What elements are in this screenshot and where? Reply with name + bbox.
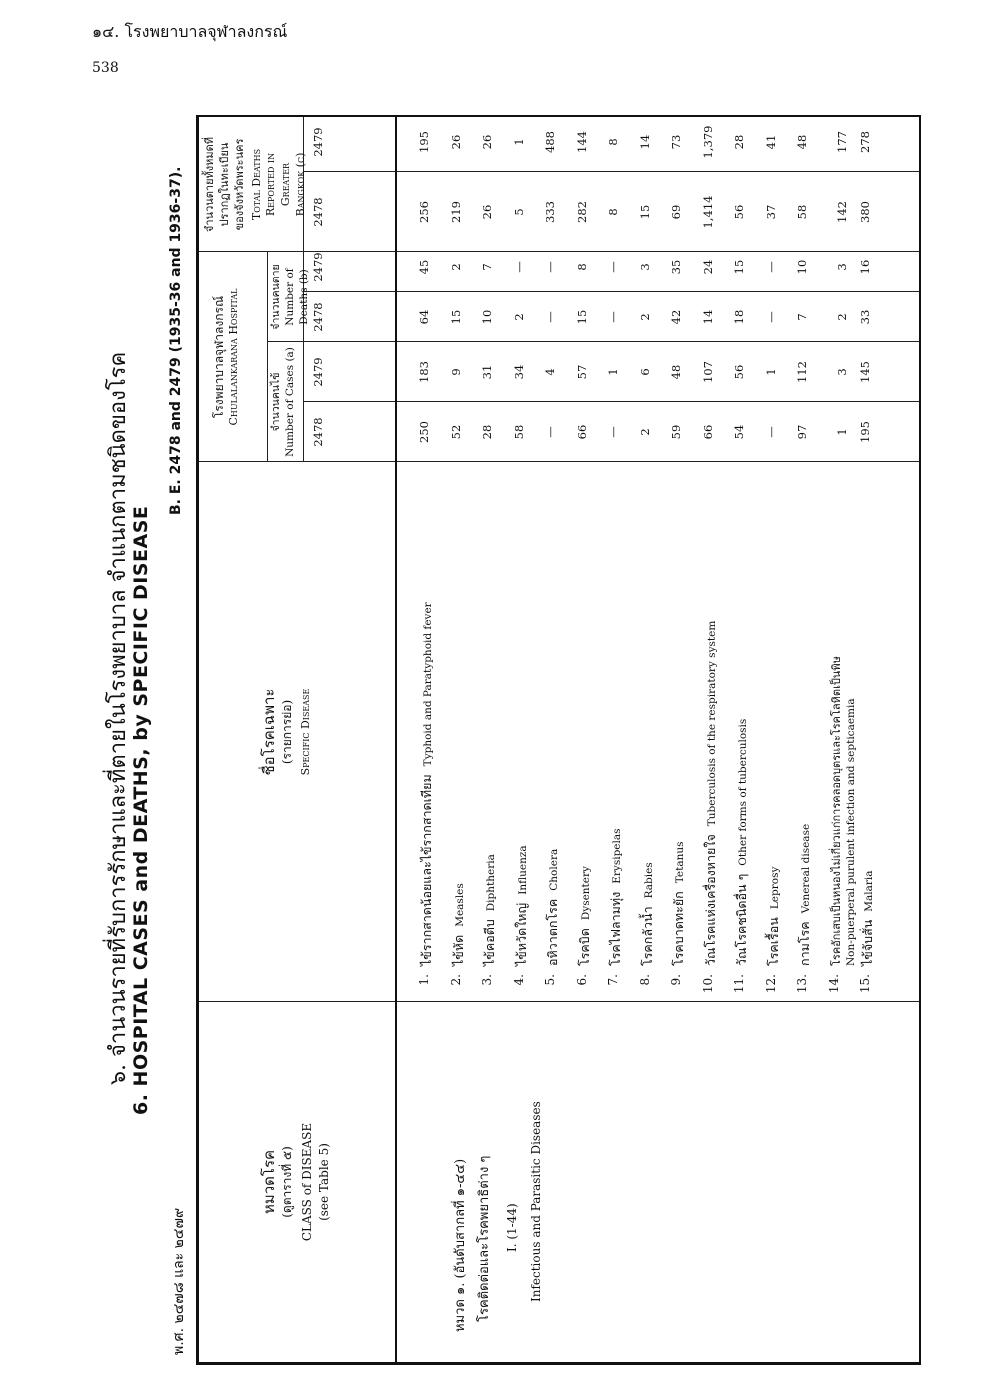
header-hospital: โรงพยาบาลจุฬาลงกรณ์ Chulalankarana Hospital <box>212 288 241 426</box>
table-cell: 1 <box>511 138 526 146</box>
disease-name-thai: วัณโรคชนิดอื่น ๆ <box>734 873 749 966</box>
table-cell: 54 <box>732 424 746 440</box>
disease-name-thai: โรคบิด <box>576 928 592 966</box>
row-number: 5. <box>543 974 557 986</box>
disease-name <box>701 621 721 966</box>
table-cell: 6 <box>637 368 652 376</box>
disease-name <box>606 828 626 966</box>
disease-name-thai: โรคกลัวน้ำ <box>639 906 655 966</box>
table-cell: 3 <box>637 263 652 271</box>
table-cell: 1 <box>606 368 620 376</box>
table-cell: 488 <box>543 131 557 153</box>
table-cell: — <box>763 311 778 323</box>
row-number: 8. <box>637 974 652 986</box>
row-number: 9. <box>669 974 683 986</box>
table-cell: 144 <box>574 131 589 153</box>
table-cell: 5 <box>511 208 526 216</box>
disease-name-english: Tetanus <box>674 841 686 884</box>
disease-name-english: Tuberculosis of the respiratory system <box>705 620 718 827</box>
table-cell: 1,414 <box>700 195 715 229</box>
table-cell: 195 <box>858 421 872 443</box>
row-number: 10. <box>700 974 715 994</box>
table-cell: — <box>763 261 778 273</box>
table-cell: 333 <box>543 201 557 223</box>
row-number: 6. <box>574 974 589 986</box>
disease-name-english: Typhoid and Paratyphoid fever <box>422 602 434 767</box>
table-cell: 24 <box>700 259 715 275</box>
table-cell: — <box>763 426 778 438</box>
table-cell: 15 <box>574 309 589 325</box>
row-number: 13. <box>795 974 809 994</box>
table-cell: 16 <box>858 259 872 275</box>
disease-name-english: Leprosy <box>768 866 781 910</box>
disease-name <box>795 824 815 966</box>
table-cell: 26 <box>480 134 494 150</box>
table-cell: 7 <box>480 263 494 271</box>
table-cell: — <box>606 426 620 438</box>
disease-table <box>196 115 921 1365</box>
header-cases: จำนวนคนไข้ Number of Cases (a) <box>270 347 297 457</box>
year-label-thai: พ.ศ. ๒๔๗๘ และ ๒๔๗๙ <box>171 1207 187 1355</box>
disease-name-english: Erysipelas <box>611 828 623 884</box>
disease-name-thai: กามโรค <box>797 921 812 966</box>
table-cell: 8 <box>606 208 620 216</box>
table-cell: 58 <box>511 424 526 440</box>
table-cell: 66 <box>574 424 589 440</box>
table-cell: 10 <box>480 309 494 325</box>
row-number: 15. <box>858 974 872 994</box>
table-cell: 4 <box>543 368 557 376</box>
disease-name-thai: ไข้รากสาดน้อยและไข้รากสาดเทียม <box>419 774 434 966</box>
row-number: 14. <box>826 974 841 994</box>
table-cell: 219 <box>448 201 463 223</box>
year-header: 2479 <box>311 357 325 387</box>
disease-name <box>417 602 437 966</box>
table-title-thai: ๖. จำนวนรายที่รับการรักษาและที่ตายในโรงพยาบาล จำแนกตามชนิดของโรค <box>106 351 131 1085</box>
table-cell: 2 <box>834 313 849 321</box>
disease-name-thai: โรคบาดทะยัก <box>671 891 686 966</box>
disease-name <box>512 845 532 966</box>
table-cell: 66 <box>700 424 715 440</box>
table-cell: — <box>606 261 620 273</box>
table-cell: 195 <box>417 131 431 153</box>
table-cell: 37 <box>763 204 778 220</box>
disease-name-thai: โรคเรื้อน <box>765 917 781 966</box>
table-cell: 15 <box>448 309 463 325</box>
year-label-english: B. E. 2478 and 2479 (1935-36 and 1936-37). <box>168 166 184 515</box>
table-cell: 31 <box>480 364 494 380</box>
header-class: หมวดโรค (ดูตารางที่ ๕) CLASS of DISEASE (see Table 5) <box>260 1122 331 1242</box>
table-cell: 3 <box>834 263 849 271</box>
page-header-thai: ๑๔. โรงพยาบาลจุฬาลงกรณ์ <box>92 22 288 41</box>
disease-name-thai: ไข้หวัดใหญ่ <box>513 902 529 966</box>
disease-name-english: Cholera <box>548 848 560 891</box>
table-cell: 15 <box>732 259 746 275</box>
table-cell: 73 <box>669 134 683 150</box>
table-cell: 1 <box>834 428 849 436</box>
table-cell: 145 <box>858 361 872 383</box>
disease-name-thai: โรคไฟลามทุ่ง <box>608 891 623 966</box>
row-number: 11. <box>732 974 746 994</box>
disease-name <box>669 841 689 966</box>
table-cell: 56 <box>732 364 746 380</box>
table-cell: 48 <box>669 364 683 380</box>
class-thai-line2: โรคติดต่อและโรคพยาธิต่าง ๆ <box>477 1155 492 1322</box>
header-deaths: จำนวนคนตาย Number of Deaths (b) <box>270 264 311 330</box>
disease-name-thai: วัณโรคแห่งเครื่องหายใจ <box>702 834 718 966</box>
disease-name-english: Rabies <box>642 862 655 899</box>
table-cell: 250 <box>417 421 431 443</box>
disease-name-english: Venereal disease <box>800 823 812 914</box>
table-cell: 34 <box>511 364 526 380</box>
row-number: 12. <box>763 974 778 994</box>
disease-name <box>543 849 563 966</box>
row-number: 4. <box>511 974 526 986</box>
disease-name-english: Malaria <box>863 870 875 912</box>
year-header: 2478 <box>311 417 325 447</box>
table-cell: 26 <box>448 134 463 150</box>
disease-name-thai: โรคอักเสบเป็นหนองไม่เกี่ยวแก่การคลอดบุตรและโรคโลหิตเป็นพิษ <box>829 656 843 966</box>
disease-name-english: Dysentery <box>579 866 592 921</box>
disease-name-english: Influenza <box>516 845 529 895</box>
table-cell: 183 <box>417 361 431 383</box>
disease-name <box>858 870 878 966</box>
table-cell: — <box>511 261 526 273</box>
table-cell: 14 <box>637 134 652 150</box>
table-cell: 8 <box>574 263 589 271</box>
table-cell: 52 <box>448 424 463 440</box>
table-cell: 2 <box>448 263 463 271</box>
header-disease: ชื่อโรคเฉพาะ (รายการย่อ) Specific Disease <box>260 688 313 776</box>
table-cell: 256 <box>417 201 431 223</box>
table-cell: 112 <box>795 361 809 383</box>
table-cell: 64 <box>417 309 431 325</box>
disease-name-thai: อหิวาตกโรค <box>545 898 560 966</box>
table-cell: 3 <box>834 368 849 376</box>
table-cell: 107 <box>700 361 715 383</box>
table-cell: 58 <box>795 204 809 220</box>
class-thai-line1: หมวด ๑. (อันดับสากลที่ ๑-๔๔) <box>453 1158 468 1332</box>
table-cell: 97 <box>795 424 809 440</box>
table-cell: 18 <box>732 309 746 325</box>
table-cell: 2 <box>511 313 526 321</box>
table-cell: 35 <box>669 259 683 275</box>
table-cell: — <box>543 426 557 438</box>
page-number: 538 <box>92 60 119 76</box>
disease-name-thai: ไข้คอตีบ <box>482 919 497 966</box>
disease-name <box>827 656 857 966</box>
table-cell: 9 <box>448 368 463 376</box>
disease-name <box>638 862 658 966</box>
year-header: 2478 <box>311 302 325 332</box>
table-cell: 41 <box>763 134 778 150</box>
table-cell: 10 <box>795 259 809 275</box>
row-number: 2. <box>448 974 463 986</box>
table-cell: — <box>543 311 557 323</box>
table-cell: 142 <box>834 201 849 223</box>
disease-name <box>575 866 595 966</box>
row-number: 3. <box>480 974 494 986</box>
table-cell: 380 <box>858 201 872 223</box>
table-cell: 1 <box>763 368 778 376</box>
row-number: 7. <box>606 974 620 986</box>
disease-name-english: Measles <box>453 883 466 927</box>
disease-name-english: Non-puerperal purulent infection and septicaemia <box>844 698 857 966</box>
table-cell: 2 <box>637 313 652 321</box>
table-cell: 56 <box>732 204 746 220</box>
header-total-deaths: จำนวนตายทั้งหมดที่ ปรากฏในทะเบียน ของจังหวัดพระนคร Total Deaths Reported in Greater Bangkok (c) <box>203 136 308 233</box>
table-cell: 26 <box>480 204 494 220</box>
table-cell: 69 <box>669 204 683 220</box>
year-header: 2479 <box>311 127 325 157</box>
disease-name <box>449 883 469 966</box>
table-cell: — <box>543 261 557 273</box>
disease-name-thai: ไข้หัด <box>450 934 466 966</box>
table-cell: 28 <box>732 134 746 150</box>
table-cell: 59 <box>669 424 683 440</box>
table-cell: 282 <box>574 201 589 223</box>
table-cell: — <box>606 311 620 323</box>
table-cell: 278 <box>858 131 872 153</box>
disease-name <box>764 867 784 966</box>
disease-name-english: Diphtheria <box>485 854 497 912</box>
year-header: 2478 <box>311 197 325 227</box>
disease-name-english: Other forms of tuberculosis <box>737 718 749 866</box>
disease-name <box>480 854 500 966</box>
class-en-line2: Infectious and Parasitic Diseases <box>529 1101 543 1302</box>
table-cell: 42 <box>669 309 683 325</box>
disease-name-thai: ไข้จับสั่น <box>860 919 875 966</box>
table-cell: 15 <box>637 204 652 220</box>
class-en-line1: I. (1-44) <box>505 1203 519 1252</box>
table-cell: 1,379 <box>700 125 715 159</box>
table-cell: 48 <box>795 134 809 150</box>
table-cell: 28 <box>480 424 494 440</box>
table-title-english: 6. HOSPITAL CASES and DEATHS, by SPECIFIC DISEASE <box>130 505 152 1115</box>
table-cell: 177 <box>834 131 849 153</box>
table-cell: 57 <box>574 364 589 380</box>
disease-name <box>732 719 752 966</box>
row-number: 1. <box>417 974 431 986</box>
table-cell: 8 <box>606 138 620 146</box>
year-header: 2479 <box>311 252 325 282</box>
table-cell: 14 <box>700 309 715 325</box>
table-cell: 33 <box>858 309 872 325</box>
table-cell: 7 <box>795 313 809 321</box>
table-cell: 2 <box>637 428 652 436</box>
table-cell: 45 <box>417 259 431 275</box>
